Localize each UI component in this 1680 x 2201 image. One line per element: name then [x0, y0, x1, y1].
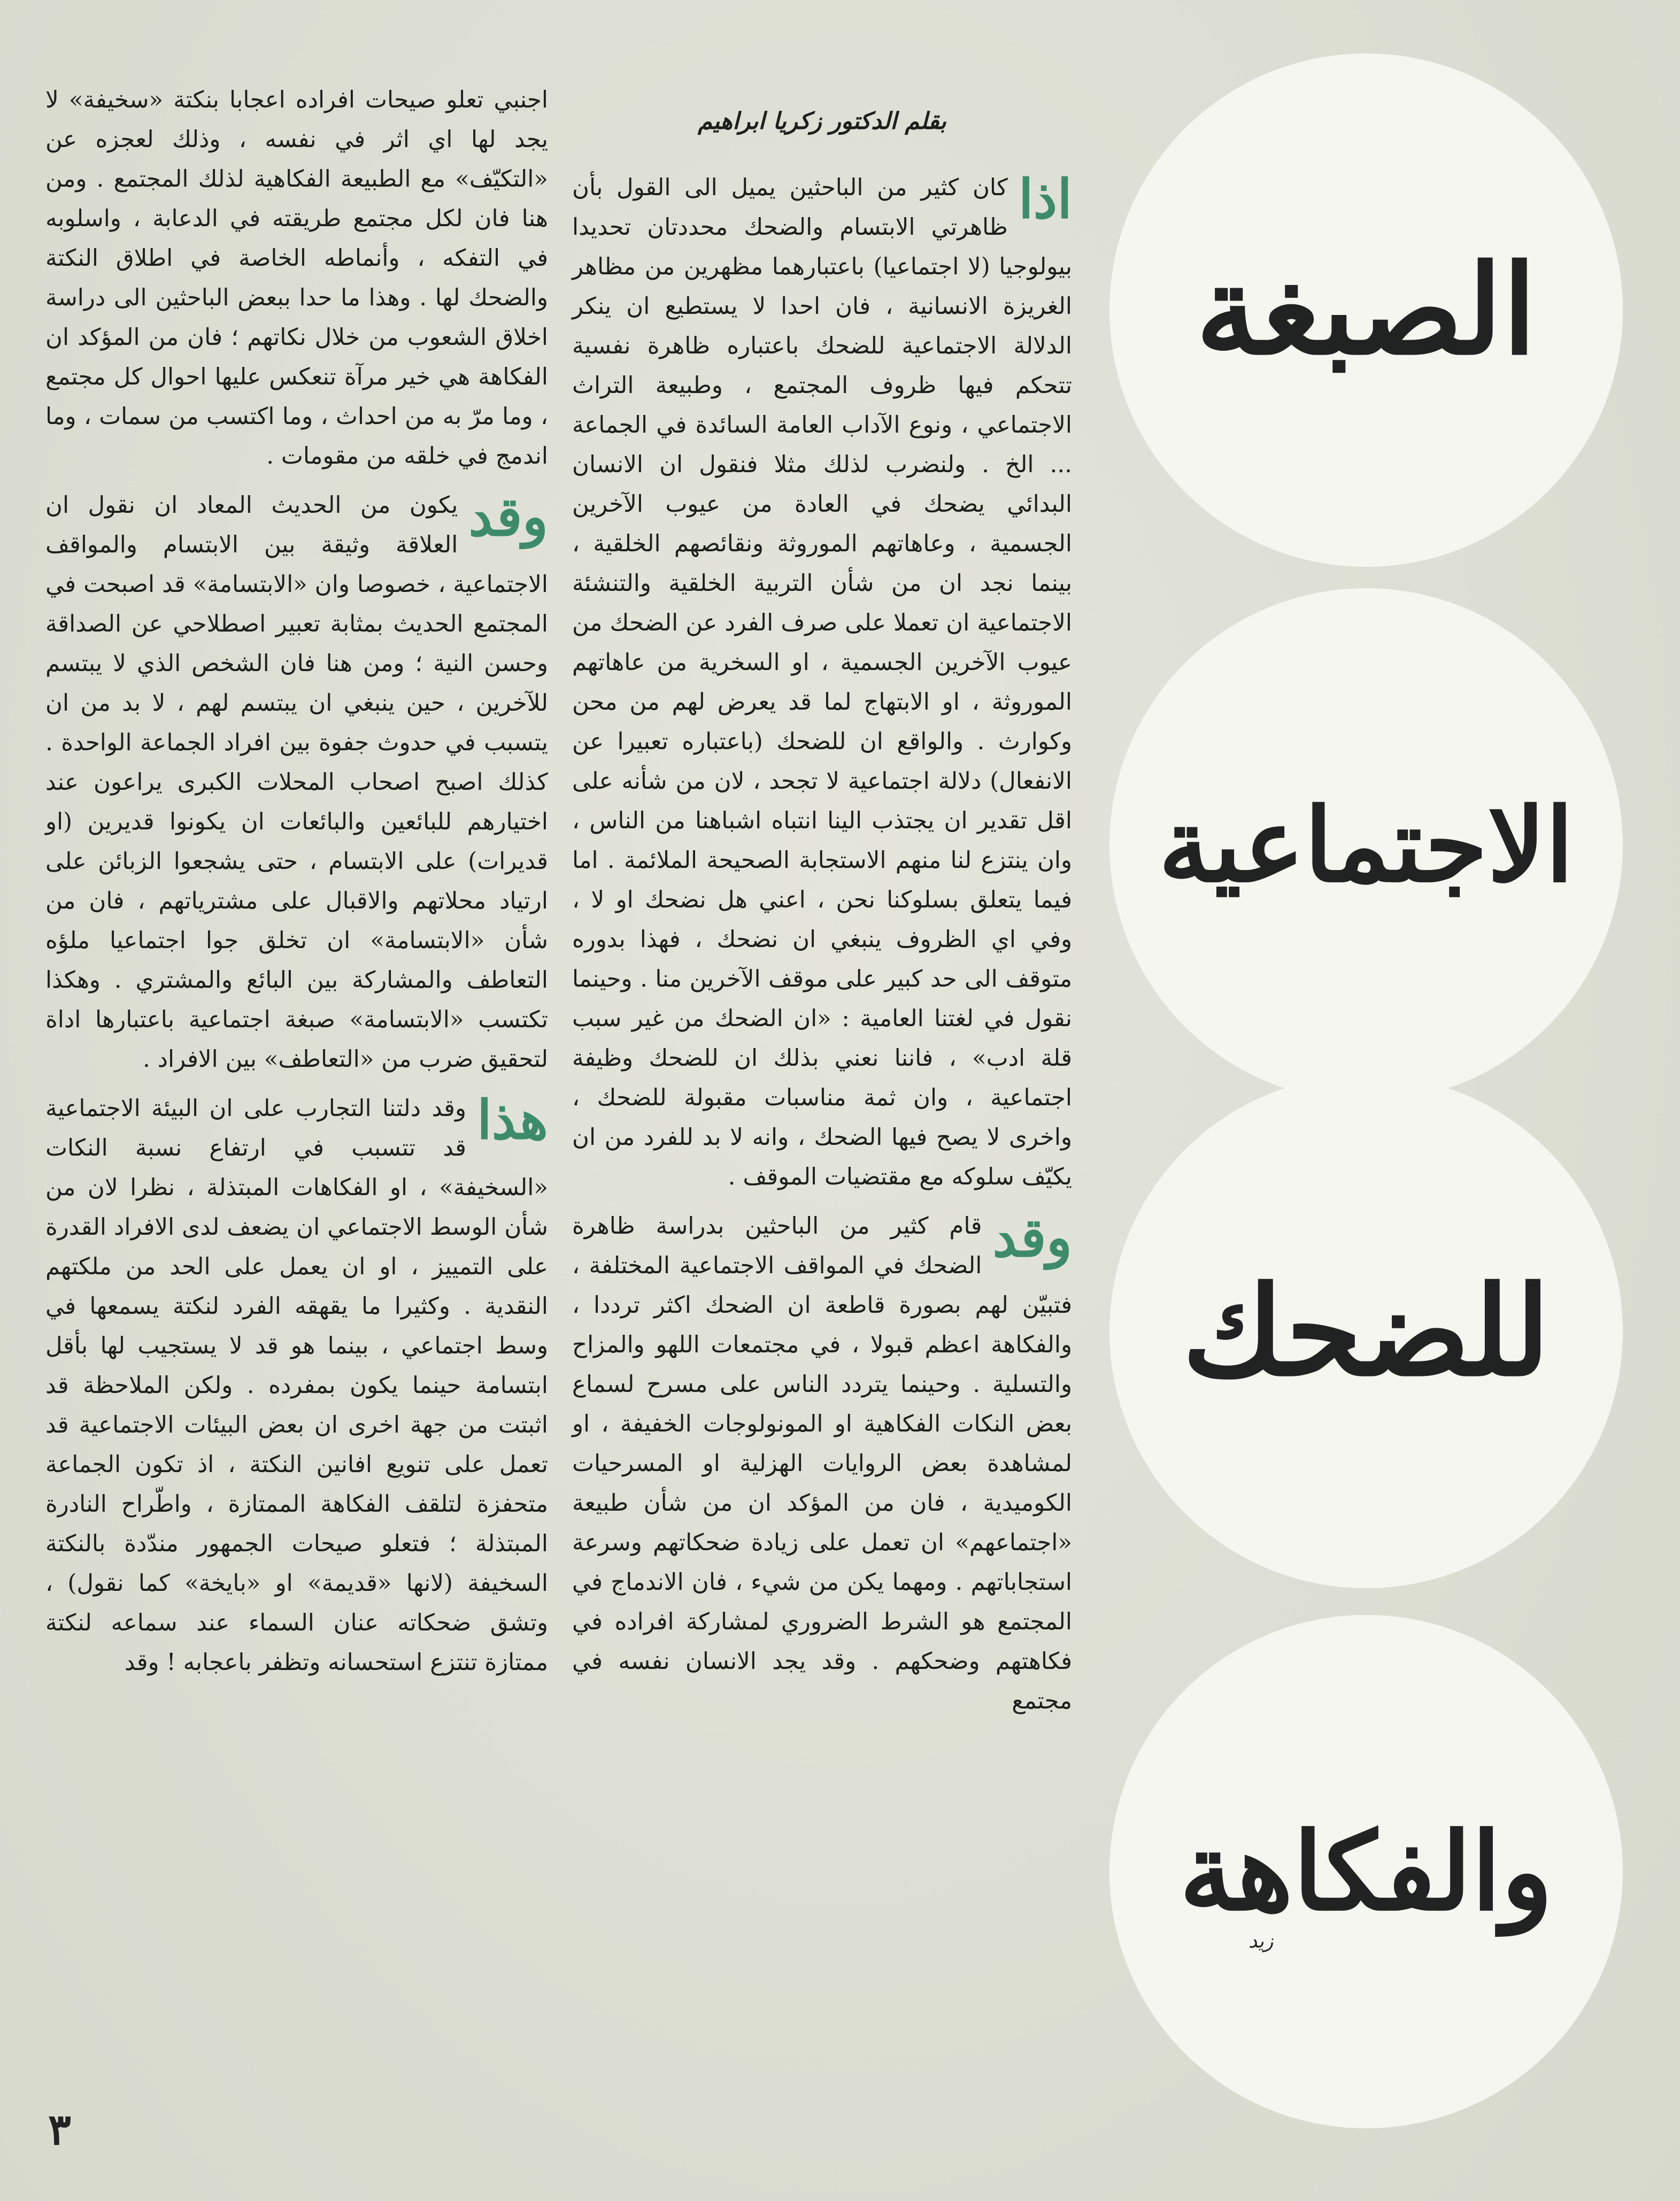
page-number: ٣: [48, 2104, 71, 2154]
paragraph: [45, 1089, 548, 1682]
lead-word: اذا: [1018, 167, 1072, 230]
paragraph: [45, 80, 548, 476]
title-circle: [1109, 53, 1623, 567]
article-column-right: [572, 80, 1072, 1730]
title-word: والفكاهة: [1179, 1808, 1553, 1935]
lead-word: وقد: [992, 1206, 1072, 1269]
title-circle: [1109, 588, 1623, 1102]
title-word: الصبغة: [1196, 238, 1537, 382]
title-word: للضحك: [1182, 1259, 1550, 1404]
title-word: الاجتماعية: [1158, 785, 1574, 905]
calligrapher-signature: زيد: [1249, 1930, 1274, 1952]
paragraph-text: وقد دلتنا التجارب على ان البيئة الاجتماعية قد تتسبب في ارتفاع نسبة النكات «السخيفة» ، او الفكاهات المبتذلة ، نظرا لان من شأن الوسط الاجتماعي ان يضعف لدى الافراد القدرة على التمييز ، او ان يعمل على الحد من ملكتهم النقدية . وكثيرا ما يقهقه الفرد لنكتة يسمعها في وسط اجتماعي ، بينما هو قد لا يستجيب لها بأقل ابتسامة حينما يكون بمفرده . ولكن الملاحظة قد اثبتت من جهة اخرى ان بعض البيئات الاجتماعية قد تعمل على تنويع افانين النكتة ، اذ تكون الجماعة متحفزة لتلقف الفكاهة الممتازة ، واطّراح النادرة المبتذلة ؛ فتعلو صيحات الجمهور مندّدة بالنكتة السخيفة (لانها «قديمة» او «بايخة» كما نقول) ، وتشق ضحكاته عنان السماء عند سماعه لنكتة ممتازة تنتزع استحسانه وتظفر باعجابه ! وقد: [45, 1095, 548, 1676]
article-column-left: [45, 80, 548, 1692]
title-circle: [1109, 1075, 1623, 1588]
paragraph: [45, 486, 548, 1079]
paragraph-text: اجنبي تعلو صيحات افراده اعجابا بنكتة «سخيفة» لا يجد لها اي اثر في نفسه ، وذلك لعجزه عن «التكيّف» مع الطبيعة الفكاهية لذلك المجتمع . ومن هنا فان لكل مجتمع طريقته في الدعابة ، واسلوبه في التفكه ، وأنماطه الخاصة في اطلاق النكتة والضحك لها . وهذا ما حدا ببعض الباحثين الى دراسة اخلاق الشعوب من خلال نكاتهم ؛ فان من المؤكد ان الفكاهة هي خير مرآة تنعكس عليها احوال كل مجتمع ، وما مرّ به من احداث ، وما اكتسب من سمات ، وما اندمج في خلقه من مقومات .: [45, 87, 548, 470]
paragraph: [572, 1206, 1072, 1721]
lead-word: وقد: [468, 485, 548, 548]
paragraph: [572, 168, 1072, 1197]
paragraph-text: قام كثير من الباحثين بدراسة ظاهرة الضحك في المواقف الاجتماعية المختلفة ، فتبيّن لهم بصورة قاطعة ان الضحك اكثر ترددا ، والفكاهة اعظم قبولا ، في مجتمعات اللهو والمزاح والتسلية . وحينما يتردد الناس على مسرح لسماع بعض النكات الفكاهية او المونولوجات الخفيفة ، او لمشاهدة بعض الروايات الهزلية او المسرحيات الكوميدية ، فان من المؤكد ان من شأن طبيعة «اجتماعهم» ان تعمل على زيادة ضحكاتهم وسرعة استجاباتهم . ومهما يكن من شيء ، فان الاندماج في المجتمع هو الشرط الضروري لمشاركة افراده في فكاهتهم وضحكهم . وقد يجد الانسان نفسه في مجتمع: [572, 1213, 1072, 1714]
byline: بقلم الدكتور زكريا ابراهيم: [698, 107, 946, 135]
paragraph-text: كان كثير من الباحثين يميل الى القول بأن ظاهرتي الابتسام والضحك محددتان تحديدا بيولوجيا (لا اجتماعيا) باعتبارهما مظهرين من مظاهر الغريزة الانسانية ، فان احدا لا يستطيع ان ينكر الدلالة الاجتماعية للضحك باعتباره ظاهرة نفسية تتحكم فيها ظروف المجتمع ، وطبيعة التراث الاجتماعي ، ونوع الآداب العامة السائدة في الجماعة ... الخ . ولنضرب لذلك مثلا فنقول ان الانسان البدائي يضحك في العادة من عيوب الآخرين الجسمية ، وعاهاتهم الموروثة ونقائصهم الخلقية ، بينما نجد ان من شأن التربية الخلقية والتنشئة الاجتماعية ان تعملا على صرف الفرد عن الضحك من عيوب الآخرين الجسمية ، او السخرية من عاهاتهم الموروثة ، او الابتهاج لما قد يعرض لهم من محن وكوارث . والواقع ان للضحك (باعتباره تعبيرا عن الانفعال) دلالة اجتماعية لا تجحد ، لان من شأنه على اقل تقدير ان يجتذب الينا انتباه اشباهنا من الناس ، وان ينتزع لنا منهم الاستجابة الصحيحة الملائمة . اما فيما يتعلق بسلوكنا نحن ، اعني هل نضحك او لا ، وفي اي الظروف ينبغي ان نضحك ، فهذا بدوره متوقف الى حد كبير على موقف الآخرين منا . وحينما نقول في لغتنا العامية : «ان الضحك من غير سبب قلة ادب» ، فاننا نعني بذلك ان للضحك وظيفة اجتماعية ، وان ثمة مناسبات مقبولة للضحك ، واخرى لا يصح فيها الضحك ، وانه لا بد للفرد من ان يكيّف سلوكه مع مقتضيات الموقف .: [572, 174, 1072, 1190]
lead-word: هذا: [476, 1088, 548, 1151]
paragraph-text: يكون من الحديث المعاد ان نقول ان العلاقة وثيقة بين الابتسام والمواقف الاجتماعية ، خصوصا وان «الابتسامة» قد اصبحت في المجتمع الحديث بمثابة تعبير اصطلاحي عن الصداقة وحسن النية ؛ ومن هنا فان الشخص الذي لا يبتسم للآخرين ، حين ينبغي ان يبتسم لهم ، لا بد من ان يتسبب في حدوث جفوة بين افراد الجماعة الواحدة . كذلك اصبح اصحاب المحلات الكبرى يراعون عند اختيارهم للبائعين والبائعات ان يكونوا قديرين (او قديرات) على الابتسام ، حتى يشجعوا الزبائن على ارتياد محلاتهم والاقبال على مشترياتهم ، فان من شأن «الابتسامة» ان تخلق جوا اجتماعيا ملؤه التعاطف والمشاركة بين البائع والمشتري . وهكذا تكتسب «الابتسامة» صبغة اجتماعية باعتبارها اداة لتحقيق ضرب من «التعاطف» بين الافراد .: [45, 492, 548, 1073]
title-circle: [1109, 1615, 1623, 2128]
